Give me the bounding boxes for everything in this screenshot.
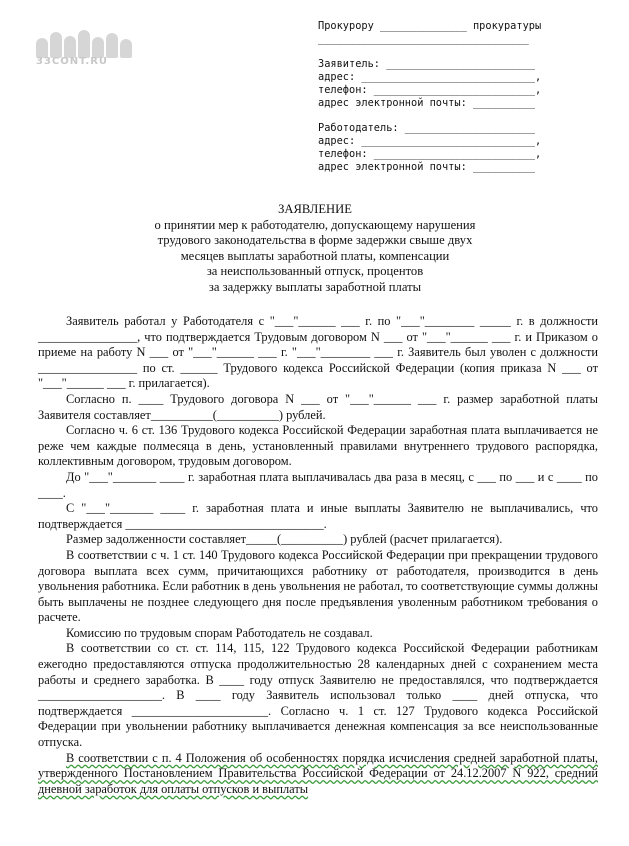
paragraph-average-salary: В соответствии с п. 4 Положения об особенностях порядка исчисления средней заработной платы, утвержденного Постановлением Правительства Российской Федерации от 24.12.2007 N 922, средний дневной заработок для оплаты отпусков и выплаты	[38, 750, 598, 796]
paragraph-article-140: В соответствии с ч. 1 ст. 140 Трудового кодекса Российской Федерации при прекращении трудового договора выплата всех сумм, причитающихся работнику от работодателя, производится в день увольнения работника. Если работник в день увольнения не работал, то соответствующие суммы должны быть выплачены не позднее следующего дня после предъявления уволенным работником требования о расчете.	[38, 547, 598, 625]
title-line: о принятии мер к работодателю, допускающему нарушения	[154, 217, 476, 232]
title-line: за задержку выплаты заработной платы	[208, 279, 422, 294]
applicant-phone-line: телефон: __________________________,	[318, 84, 542, 96]
paragraph-paid-twice: До "___"_______ ____ г. заработная плата выплачивалась два раза в месяц, с ___ по ___ и с ____ по ____.	[38, 469, 598, 500]
people-silhouettes-icon	[34, 28, 134, 58]
paragraph-vacation: В соответствии со ст. ст. 114, 115, 122 Трудового кодекса Российской Федерации работникам ежегодно предоставляются отпуска продолжительностью 28 календарных дней с сохранением места работы и среднего заработка. В ____ году отпуск Заявителю не предоставлялся, что подтверждается ____________________. В ____ году Заявитель использовал только ____ дней отпуска, что подтверждается ______________________. Согласно ч. 1 ст. 127 Трудового кодекса Российской Федерации при увольнении работнику выплачивается денежная компенсация за все неиспользованные отпуска.	[38, 641, 598, 750]
title-line: месяцев выплаты заработной платы, компенсации	[180, 248, 450, 263]
paragraph-not-paid: С "___"_______ ____ г. заработная плата и иные выплаты Заявителю не выплачивались, что подтверждается ________________________________.	[38, 501, 598, 531]
employer-address-line: адрес: ____________________________,	[318, 135, 542, 147]
title-line: трудового законодательства в форме задержки свыше двух	[157, 233, 473, 247]
addressee-header	[318, 20, 580, 174]
paragraph-commission: Комиссию по трудовым спорам Работодатель не создавал.	[66, 625, 373, 640]
paragraph-employment: Заявитель работал у Работодателя с "___"______ ___ г. по "___"________ _____ г. в должности ________________, что подтверждается Трудовым договором N ___ от "___"______ ___ г. и Приказом о приеме на работу N ___ от "___"______ ___ г. "___"________ ___ г. Заявитель был уволен с должности ________________ по ст. ______ Трудового кодекса Российской Федерации (копия приказа N ___ от "___"______ ___ г. прилагается).	[38, 314, 598, 391]
watermark-text: 33CONT.RU	[36, 56, 109, 67]
paragraph-debt-amount: Размер задолженности составляет_____(__________) рублей (расчет прилагается).	[66, 532, 503, 547]
title-main: ЗАЯВЛЕНИЕ	[278, 202, 352, 216]
paragraph-salary-size: Согласно п. ____ Трудового договора N ___ от "___"______ ___ г. размер заработной платы Заявителя составляет__________(__________) рублей.	[38, 391, 598, 422]
title-line: за неиспользованный отпуск, процентов	[206, 264, 424, 278]
paragraph-article-136: Согласно ч. 6 ст. 136 Трудового кодекса Российской Федерации заработная плата выплачивается не реже чем каждые полмесяца в день, установленный правилами внутреннего трудового распорядка, коллективным договором, трудовым договором.	[38, 423, 598, 469]
applicant-email-line: адрес электронной почты: __________	[318, 97, 535, 109]
employer-name-line: Работодатель: _____________________	[318, 122, 535, 134]
document-body	[38, 314, 598, 797]
applicant-name-line: Заявитель: ________________________	[318, 58, 535, 70]
employer-phone-line: телефон: __________________________,	[318, 148, 542, 160]
prokuroru-line: Прокурору ______________ прокуратуры	[318, 20, 542, 32]
employer-email-line: адрес электронной почты: __________	[318, 161, 535, 173]
document-title	[60, 202, 570, 295]
applicant-address-line: адрес: ____________________________,	[318, 71, 542, 83]
prokuratura-line: __________________________________	[318, 33, 529, 45]
watermark-logo	[34, 28, 134, 70]
